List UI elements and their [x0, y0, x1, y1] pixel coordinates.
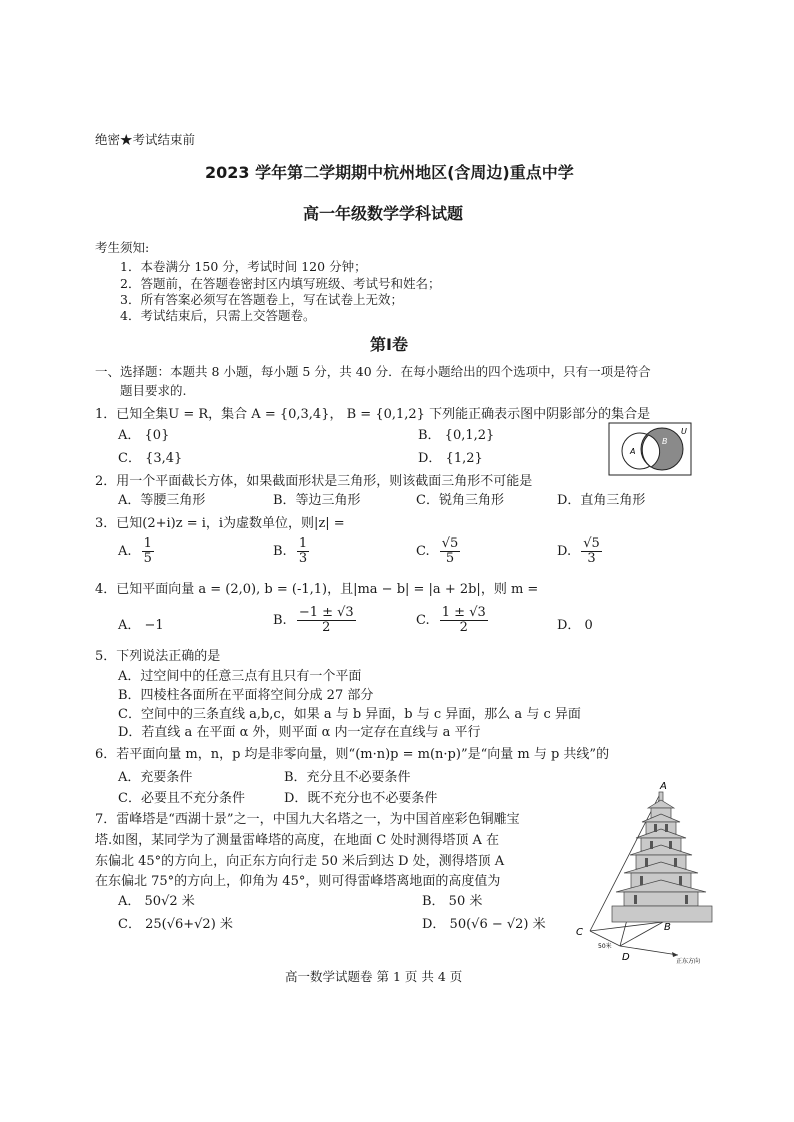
- q3-option-b-letter: B.: [273, 544, 287, 559]
- point-a-label: A: [660, 781, 667, 792]
- point-c-label: C: [576, 927, 583, 938]
- q5-option-a: A．过空间中的任意三点有且只有一个平面: [118, 669, 362, 684]
- q3-a-denominator: 5: [143, 551, 152, 566]
- q6-option-b: B．充分且不必要条件: [284, 770, 411, 785]
- q3-b-denominator: 3: [298, 551, 308, 566]
- q4-option-d: D． 0: [557, 618, 593, 633]
- q3-c-numerator: √5: [441, 536, 459, 551]
- q6-option-d: D．既不充分也不必要条件: [284, 791, 438, 806]
- pagoda-body: [612, 792, 712, 922]
- q3-option-d: [557, 537, 602, 566]
- exam-subtitle: 高一年级数学学科试题: [303, 204, 464, 223]
- section1-instruction: 一、选择题：本题共 8 小题，每小题 5 分，共 40 分．在每小题给出的四个选项中，只有一项是符合: [95, 364, 651, 379]
- q4-option-a: A． −1: [118, 618, 164, 633]
- point-d-label: D: [622, 952, 630, 963]
- q4-stem: 4．已知平面向量 a = (2,0), b = (-1,1)，且|ma − b| = |a + 2b|，则 m =: [95, 582, 539, 597]
- exam-title: 2023 学年第二学期期中杭州地区(含周边)重点中学: [205, 163, 574, 182]
- q7-stem-line4: 在东偏北 75°的方向上，仰角为 45°，则可得雷峰塔离地面的高度值为: [95, 874, 501, 889]
- q7-option-b: B． 50 米: [422, 894, 483, 909]
- section1-instruction-cont: 题目要求的.: [120, 383, 187, 398]
- q3-c-denominator: 5: [445, 551, 455, 566]
- q7-option-c: C． 25(√6+√2) 米: [118, 917, 233, 932]
- q7-stem-line2: 塔.如图，某同学为了测量雷峰塔的高度，在地面 C 处时测得塔顶 A 在: [95, 833, 499, 848]
- q6-stem: 6．若平面向量 m，n，p 均是非零向量，则“(m·n)p = m(n·p)”是“向量 m 与 p 共线”的: [95, 747, 610, 762]
- q3-b-numerator: 1: [298, 536, 308, 551]
- q7-option-a: A． 50√2 米: [118, 894, 195, 909]
- venn-diagram: [608, 422, 692, 476]
- page-footer: 高一数学试题卷 第 1 页 共 4 页: [285, 969, 463, 984]
- q3-option-c: [416, 537, 460, 566]
- q3-d-denominator: 3: [587, 551, 596, 566]
- q3-d-numerator: √5: [583, 536, 600, 551]
- q7-stem-line1: 7．雷峰塔是“西湖十景”之一，中国九大名塔之一，为中国首座彩色铜雕宝: [95, 812, 520, 827]
- q3-a-numerator: 1: [143, 536, 152, 551]
- q1-option-b: B． {0,1,2}: [418, 428, 495, 443]
- q4-option-b: [273, 606, 356, 635]
- q5-option-c: C．空间中的三条直线 a,b,c，如果 a 与 b 异面，b 与 c 异面，那么 a 与 c 异面: [118, 707, 581, 722]
- q1-option-a: A． {0}: [118, 428, 170, 443]
- notice-item-3: 3．所有答案必须写在答题卷上，写在试卷上无效；: [120, 292, 403, 307]
- q6-option-a: A．充要条件: [118, 770, 193, 785]
- q3-option-d-letter: D.: [557, 544, 572, 559]
- q2-option-b: B．等边三角形: [273, 493, 361, 508]
- q3-option-a-letter: A.: [118, 544, 132, 559]
- q3-option-b: [273, 537, 309, 566]
- q4-option-c: [416, 606, 488, 635]
- q1-option-d: D． {1,2}: [418, 451, 483, 466]
- q2-stem: 2．用一个平面截长方体，如果截面形状是三角形，则该截面三角形不可能是: [95, 474, 533, 489]
- notice-item-1: 1．本卷满分 150 分，考试时间 120 分钟；: [120, 259, 367, 274]
- secret-label: 绝密★考试结束前: [95, 132, 196, 147]
- q4-c-denominator: 2: [459, 620, 468, 635]
- point-b-label: B: [664, 922, 671, 933]
- distance-label: 50米: [598, 943, 612, 950]
- q3-stem: 3．已知(2+i)z = i，i为虚数单位，则|z| =: [95, 516, 345, 531]
- venn-label-b: B: [662, 437, 668, 446]
- q4-b-denominator: 2: [322, 620, 331, 635]
- q2-option-d: D．直角三角形: [557, 493, 646, 508]
- q6-option-c: C．必要且不充分条件: [118, 791, 245, 806]
- q4-option-b-letter: B.: [273, 613, 287, 628]
- q2-option-a: A．等腰三角形: [118, 493, 206, 508]
- east-direction-label: 正东方向: [676, 958, 701, 965]
- line-db: [620, 922, 663, 946]
- q1-stem: 1．已知全集U = R，集合 A = {0,3,4}， B = {0,1,2} 下列能正确表示图中阴影部分的集合是: [95, 407, 651, 422]
- notice-heading: 考生须知:: [95, 240, 150, 255]
- q5-option-b: B．四棱柱各面所在平面将空间分成 27 部分: [118, 688, 374, 703]
- venn-label-u: U: [681, 427, 687, 436]
- q3-option-c-letter: C.: [416, 544, 430, 559]
- q3-option-a: [118, 537, 154, 566]
- q7-stem-line3: 东偏北 45°的方向上，向正东方向行走 50 米后到达 D 处，测得塔顶 A: [95, 854, 505, 869]
- q2-option-c: C．锐角三角形: [416, 493, 504, 508]
- q5-stem: 5．下列说法正确的是: [95, 649, 221, 664]
- notice-item-4: 4．考试结束后，只需上交答题卷。: [120, 308, 316, 323]
- q1-option-c: C． {3,4}: [118, 451, 183, 466]
- q4-b-numerator: −1 ± √3: [298, 605, 354, 620]
- venn-label-a: A: [630, 447, 636, 456]
- line-cb: [590, 922, 663, 931]
- q4-c-numerator: 1 ± √3: [441, 605, 486, 620]
- q7-option-d: D． 50(√6 − √2) 米: [422, 917, 546, 932]
- notice-item-2: 2．答题前，在答题卷密封区内填写班级、考试号和姓名；: [120, 276, 441, 291]
- volume-heading: 第Ⅰ卷: [370, 335, 408, 354]
- q5-option-d: D．若直线 a 在平面 α 外，则平面 α 内一定存在直线与 a 平行: [118, 725, 481, 740]
- q4-option-c-letter: C.: [416, 613, 430, 628]
- pagoda-figure: [566, 778, 726, 968]
